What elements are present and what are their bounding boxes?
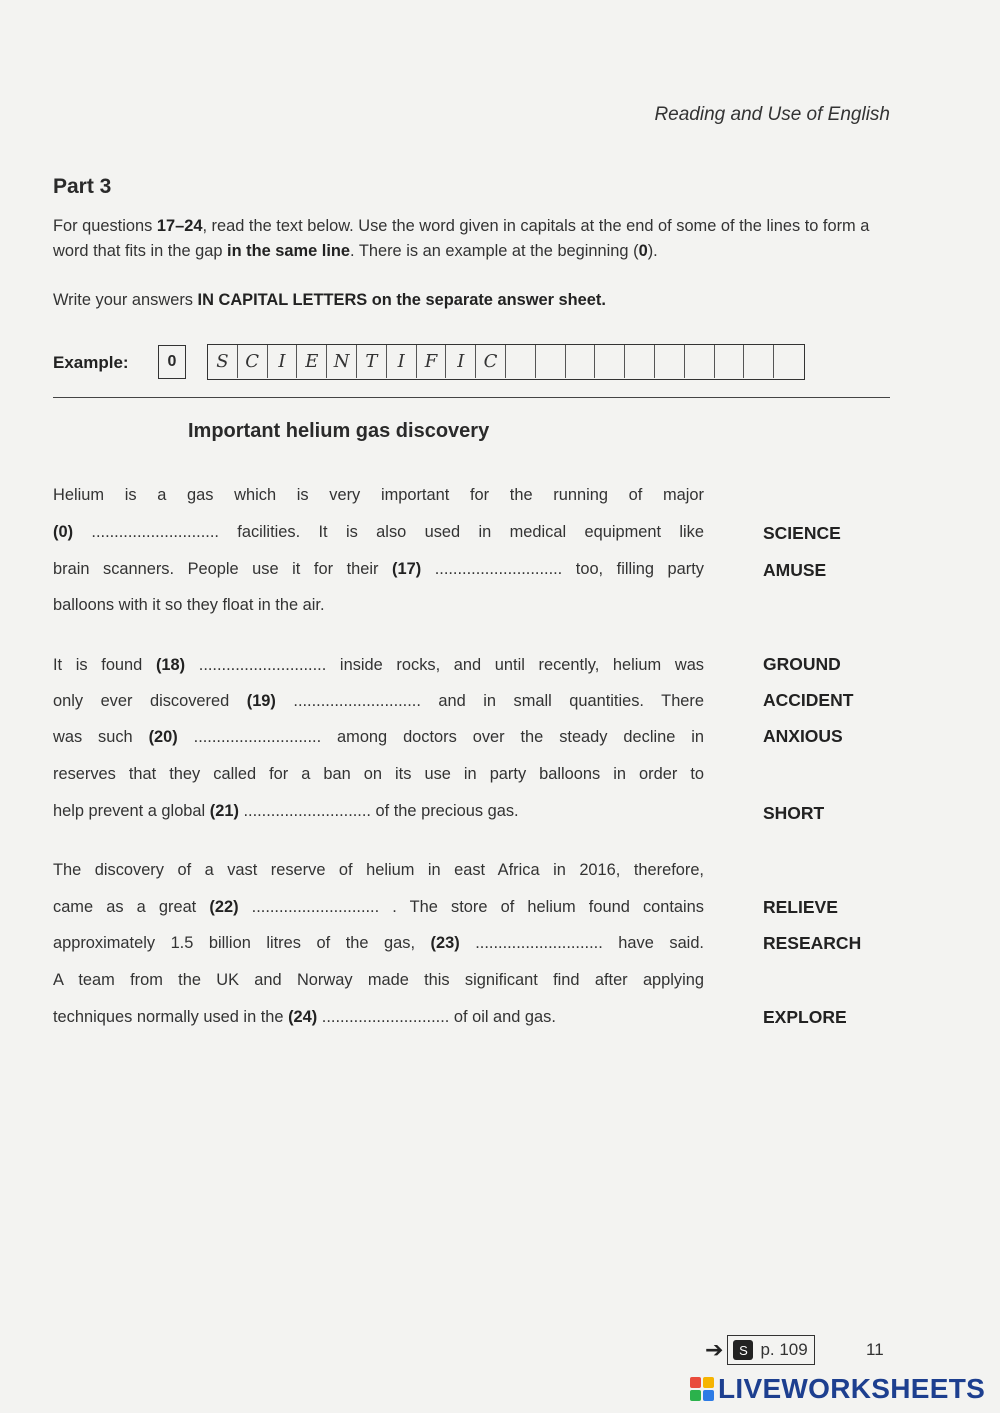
text-segment: ............................ . The store of helium found contains: [238, 898, 704, 916]
question-number: (20): [148, 728, 178, 746]
text-segment: ............................ of oil and gas.: [317, 1008, 556, 1026]
divider-rule: [53, 397, 890, 398]
answer-letter-box: C: [476, 345, 506, 378]
logo-square: [703, 1390, 714, 1401]
answer-letter-box: [566, 345, 596, 378]
text-line: [53, 656, 704, 675]
text-segment: came as a great: [53, 898, 210, 916]
text-line: [53, 971, 704, 990]
keyword: AMUSE: [763, 560, 827, 580]
liveworksheets-logo-icon: [690, 1377, 714, 1401]
brand-text: LIVEWORKSHEETS: [718, 1373, 986, 1404]
logo-square: [690, 1377, 701, 1388]
reference-box: [727, 1335, 814, 1365]
keyword: RELIEVE: [763, 897, 838, 917]
keyword: GROUND: [763, 654, 841, 674]
answer-letter-box: T: [357, 345, 387, 378]
question-number: (23): [430, 934, 460, 952]
keyword: ACCIDENT: [763, 690, 854, 710]
question-number: (22): [209, 898, 239, 916]
example-number-box: 0: [158, 345, 186, 379]
text-line: [53, 802, 704, 821]
answer-letter-box: C: [238, 345, 268, 378]
text-line: [53, 596, 704, 615]
liveworksheets-brand: [690, 1372, 985, 1406]
text-segment: balloons with it so they float in the air.: [53, 596, 325, 614]
page-number: 11: [866, 1340, 884, 1359]
text-segment: approximately 1.5 billion litres of the gas,: [53, 934, 431, 952]
text-segment: Helium is a gas which is very important for the running of major: [53, 486, 704, 504]
text-line: [53, 765, 704, 784]
text-segment: brain scanners. People use it for their: [53, 560, 393, 578]
text-title: Important helium gas discovery: [188, 420, 490, 442]
text-line: [53, 898, 704, 917]
text-line: [53, 560, 704, 579]
reference-text: p. 109: [760, 1340, 808, 1359]
text-segment: techniques normally used in the: [53, 1008, 289, 1026]
text-segment: The discovery of a vast reserve of helium in east Africa in 2016, therefore,: [53, 861, 704, 879]
arrow-icon: ➔: [705, 1337, 724, 1362]
answer-letter-box: I: [268, 345, 298, 378]
question-number: (18): [155, 656, 186, 674]
keyword: SHORT: [763, 803, 825, 823]
answer-letter-box: [536, 345, 566, 378]
answer-letter-box: S: [208, 345, 238, 378]
text-segment: ............................ and in small quantities. There: [275, 692, 705, 710]
write-answers-instruction: Write your answers IN CAPITAL LETTERS on the separate answer sheet.: [53, 291, 606, 309]
answer-letter-box: [715, 345, 745, 378]
footer-reference: [705, 1334, 815, 1366]
answer-letter-box: F: [417, 345, 447, 378]
text-line: [53, 523, 704, 542]
example-answer-boxes: [207, 344, 805, 380]
answer-letter-box: [685, 345, 715, 378]
question-number: (21): [209, 802, 239, 820]
logo-square: [690, 1390, 701, 1401]
question-number: (19): [246, 692, 276, 710]
answer-letter-box: E: [297, 345, 327, 378]
text-line: [53, 934, 704, 953]
logo-square: [703, 1377, 714, 1388]
question-number: (17): [392, 560, 422, 578]
answer-letter-box: I: [387, 345, 417, 378]
example-label: Example:: [53, 353, 129, 372]
speaking-icon: S: [733, 1340, 753, 1360]
text-segment: only ever discovered: [53, 692, 247, 710]
question-number: (24): [288, 1008, 318, 1026]
part-title: Part 3: [53, 175, 112, 198]
answer-letter-box: [625, 345, 655, 378]
text-segment: ............................ inside rocks, and until recently, helium was: [185, 656, 705, 674]
answer-letter-box: [744, 345, 774, 378]
section-header: Reading and Use of English: [654, 104, 890, 125]
answer-letter-box: N: [327, 345, 357, 378]
text-line: [53, 1008, 704, 1027]
text-segment: ............................ too, filling party: [421, 560, 704, 578]
text-segment: ............................ facilities. It is also used in medical equipment like: [73, 523, 704, 541]
keyword: EXPLORE: [763, 1007, 847, 1027]
text-line: [53, 486, 704, 505]
answer-letter-box: [506, 345, 536, 378]
keyword: SCIENCE: [763, 523, 841, 543]
text-segment: ............................ have said.: [459, 934, 704, 952]
answer-letter-box: [655, 345, 685, 378]
answer-letter-box: I: [446, 345, 476, 378]
answer-letter-box: [595, 345, 625, 378]
text-segment: It is found: [53, 656, 156, 674]
answer-letter-box: [774, 345, 804, 378]
text-line: [53, 861, 704, 880]
text-line: [53, 728, 704, 747]
text-segment: help prevent a global: [53, 802, 210, 820]
keyword: RESEARCH: [763, 933, 862, 953]
text-segment: was such: [53, 728, 149, 746]
question-number: (0): [53, 523, 74, 541]
text-segment: ............................ among doctors over the steady decline in: [177, 728, 704, 746]
instructions: For questions 17–24, read the text below. Use the word given in capitals at the end of some of the lines to form a word that fits in the gap in the same line. There is an example at the beginning (0).: [53, 217, 870, 260]
keyword: ANXIOUS: [763, 726, 843, 746]
text-segment: reserves that they called for a ban on its use in party balloons in order to: [53, 765, 704, 783]
text-line: [53, 692, 704, 711]
text-segment: A team from the UK and Norway made this significant find after applying: [53, 971, 704, 989]
text-segment: ............................ of the precious gas.: [238, 802, 519, 820]
